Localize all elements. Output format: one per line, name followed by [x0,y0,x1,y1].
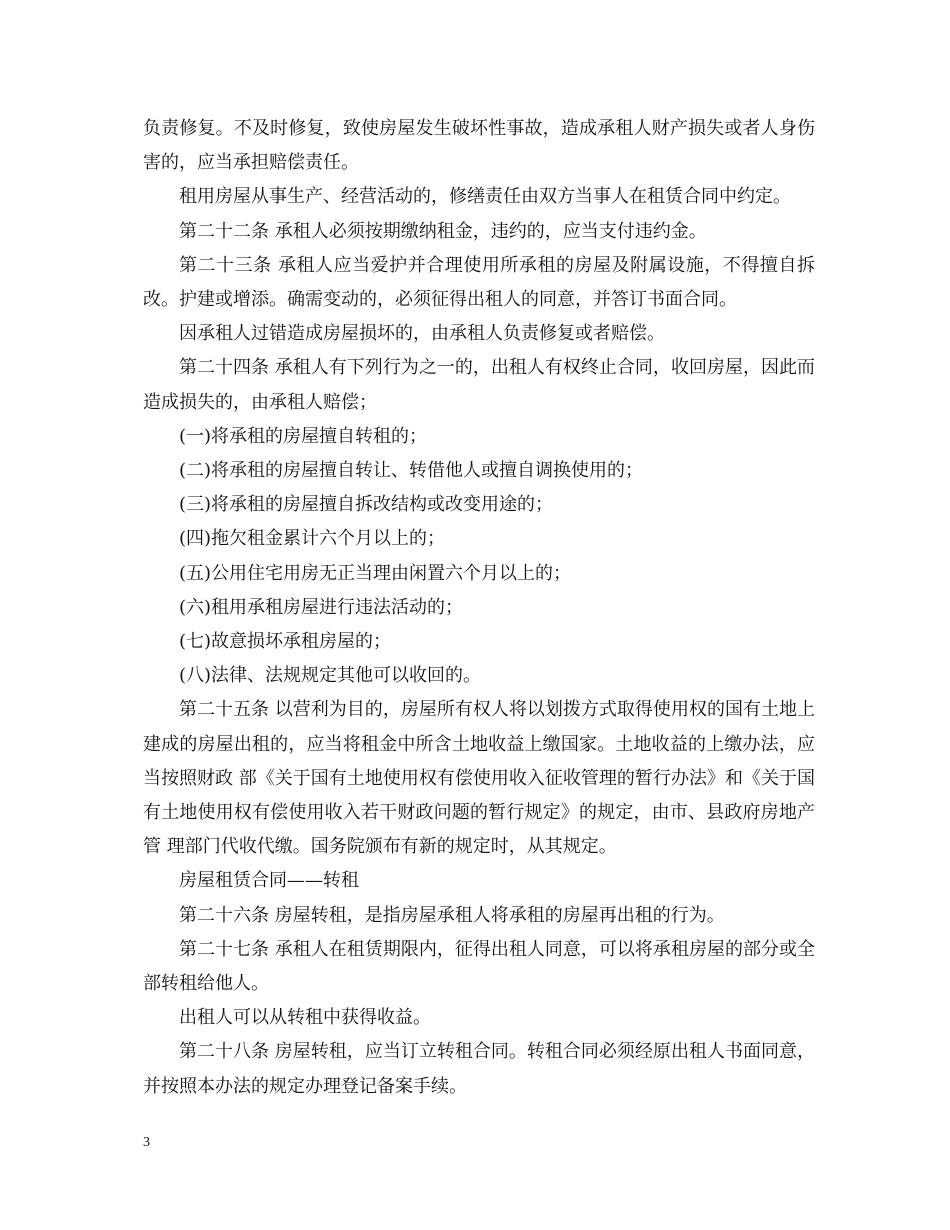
section-heading-sublease: 房屋租赁合同——转租 [179,870,359,892]
article-26: 第二十六条 房屋转租，是指房屋承租人将承租的房屋再出租的行为。 [179,904,725,926]
list-item-1: (一)将承租的房屋擅自转租的； [179,425,428,447]
article-27: 第二十七条 承租人在租赁期限内，征得出租人同意，可以将承租房屋的部分或全部转租给他人。 [143,938,815,995]
list-item-8: (八)法律、法规规定其他可以收回的。 [179,665,482,687]
article-28: 第二十八条 房屋转租，应当订立转租合同。转租合同必须经原出租人书面同意，并按照本办法的规定办理登记备案手续。 [143,1041,815,1097]
article-25: 第二十五条 以营利为目的，房屋所有权人将以划拨方式取得使用权的国有土地上建成的房屋出租的，应当将租金中所含土地收益上缴国家。土地收益的上缴办法，应当按照财政 部《关于国有土地使用权有偿使用收入征收管理的暂行办法》和《关于国有土地使用权有偿使用收入若干财政问题的暂行规定》的规定，由市、县政府房地产管 理部门代收代缴。国务院颁布有新的规定时，从其规定。 [143,699,815,858]
list-item-5: (五)公用住宅用房无正当理由闲置六个月以上的； [179,562,572,584]
list-item-2: (二)将承租的房屋擅自转让、转借他人或擅自调换使用的； [179,460,644,482]
article-23: 第二十三条 承租人应当爱护并合理使用所承租的房屋及附属设施，不得擅自拆改。护建或增添。确需变动的，必须征得出租人的同意，并答订书面合同。 [143,254,815,311]
list-item-3: (三)将承租的房屋擅自拆改结构或改变用途的； [179,494,554,516]
list-item-7: (七)故意损坏承租房屋的； [179,631,392,653]
article-22: 第二十二条 承租人必须按期缴纳租金，违约的，应当支付违约金。 [179,220,707,242]
page-number: 3 [143,1135,150,1150]
paragraph-income: 出租人可以从转租中获得收益。 [179,1007,431,1029]
document-body [143,112,815,1104]
paragraph-2: 租用房屋从事生产、经营活动的，修缮责任由双方当事人在租赁合同中约定。 [179,186,791,208]
paragraph-1: 负责修复。不及时修复，致使房屋发生破坏性事故，造成承租人财产损失或者人身伤害的，应当承担赔偿责任。 [143,118,815,174]
list-item-4: (四)拖欠租金累计六个月以上的； [179,528,446,550]
list-item-6: (六)租用承租房屋进行违法活动的； [179,596,464,618]
article-24: 第二十四条 承租人有下列行为之一的，出租人有权终止合同，收回房屋，因此而造成损失的，由承租人赔偿； [143,357,815,413]
paragraph-damage: 因承租人过错造成房屋损坏的，由承租人负责修复或者赔偿。 [179,323,665,345]
